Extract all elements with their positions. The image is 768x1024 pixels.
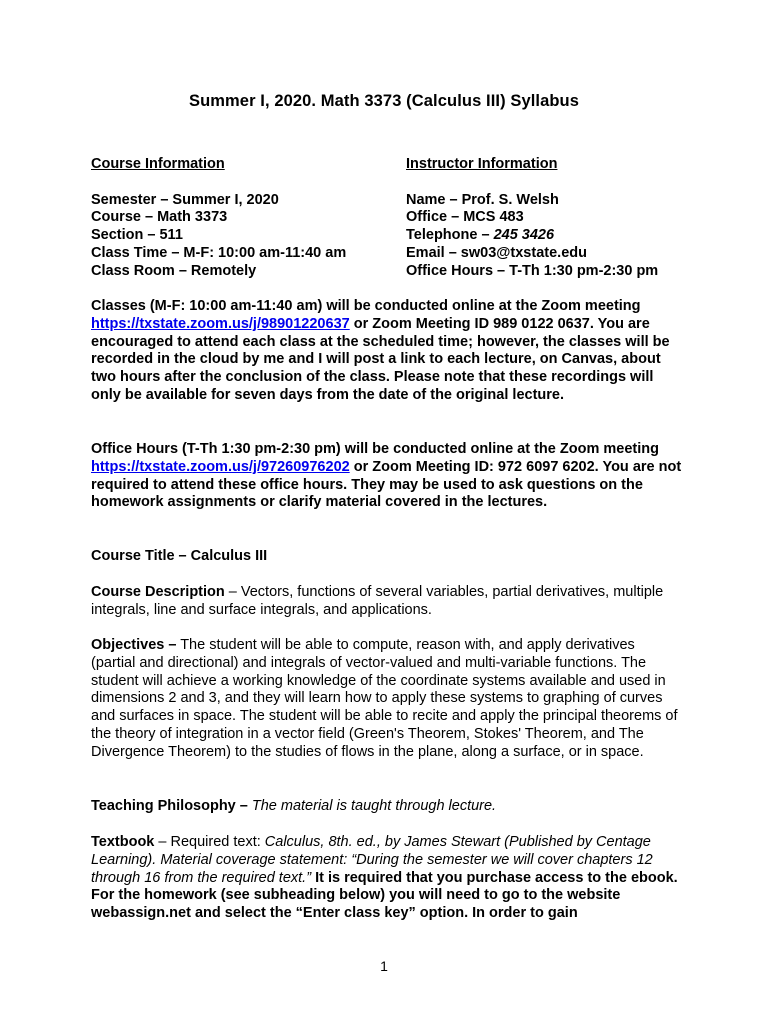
office-hours-line: Office Hours – T-Th 1:30 pm-2:30 pm xyxy=(406,262,659,279)
telephone-value: 245 3426 xyxy=(493,227,555,244)
objectives-text: The student will be able to compute, reason with, and apply derivatives (partial and directional) and integrals of vector-valued and multi-variable functions. The student will achieve a working knowledge of the coordinate systems available and used in dimensions 2 and 3, and they will learn how to apply these systems to graphing of curves and surfaces in space. The student will be able to recite and apply the principal theorems of the theory of integration in a vector field (Green's Theorem, Stokes' Theorem, and The Divergence Theorem) to the studies of flows in the plane, along a surface, or in space. xyxy=(91,637,678,760)
course-information-heading: Course Information xyxy=(91,156,225,172)
textbook-paragraph xyxy=(91,834,683,923)
office-hours-zoom-link[interactable]: https://txstate.zoom.us/j/97260976202 xyxy=(91,458,350,475)
office-hours-paragraph xyxy=(91,441,683,512)
office-line: Office – MCS 483 xyxy=(406,209,524,226)
course-title-label: Course Title xyxy=(91,548,175,564)
instructor-name-line: Name – Prof. S. Welsh xyxy=(406,191,559,208)
course-title-paragraph xyxy=(91,548,683,566)
textbook-bold: It is required that you purchase access to the ebook. For the homework (see subheading below) you will need to go to the website webassign.net and select the “Enter class key” option. In order to gain xyxy=(91,869,678,922)
textbook-italic: Calculus, 8th. ed., by James Stewart (Published by Centage Learning). Material coverage statement: “During the semester we will cover chapters 12 through 16 from the required text.” xyxy=(91,834,653,886)
course-description-paragraph xyxy=(91,584,683,620)
section-line: Section – 511 xyxy=(91,227,183,244)
semester-line: Semester – Summer I, 2020 xyxy=(91,191,279,208)
course-title-value: – Calculus III xyxy=(174,548,268,564)
office-hours-lead: Office Hours (T-Th 1:30 pm-2:30 pm) will be conducted online at the Zoom meeting xyxy=(91,441,659,457)
telephone-label: Telephone – xyxy=(406,227,494,244)
textbook-label: Textbook xyxy=(91,834,155,850)
instructor-information-block xyxy=(406,156,658,281)
page-title: Summer I, 2020. Math 3373 (Calculus III) Syllabus xyxy=(188,92,580,110)
email-line: Email – sw03@txstate.edu xyxy=(406,244,587,261)
instructor-information-heading: Instructor Information xyxy=(406,156,558,172)
classes-rest: or Zoom Meeting ID 989 0122 0637. You are encouraged to attend each class at the scheduled time; however, the classes will be recorded in the cloud by me and I will post a link to each lecture, on Canvas, about two hours after the conclusion of the class. Please note that these recordings will only be available for seven days from the date of the original lecture. xyxy=(91,315,670,403)
objectives-paragraph xyxy=(91,637,683,762)
telephone-line xyxy=(406,227,658,245)
teaching-philosophy-label: Teaching Philosophy – xyxy=(91,798,248,814)
teaching-philosophy-text: The material is taught through lecture. xyxy=(247,798,497,814)
page-number: 1 xyxy=(380,958,388,974)
classes-paragraph xyxy=(91,298,683,405)
teaching-philosophy-paragraph xyxy=(91,798,683,816)
classes-lead: Classes (M-F: 10:00 am-11:40 am) will be conducted online at the Zoom meeting xyxy=(91,298,641,314)
textbook-plain: – Required text: xyxy=(154,834,265,850)
class-zoom-link[interactable]: https://txstate.zoom.us/j/98901220637 xyxy=(91,315,350,332)
class-room-line: Class Room – Remotely xyxy=(91,262,257,279)
course-information-block xyxy=(91,156,346,281)
course-description-label: Course Description xyxy=(91,584,225,600)
objectives-label: Objectives – xyxy=(91,637,177,653)
course-description-text: – Vectors, functions of several variables, partial derivatives, multiple integrals, line and surface integrals, and applications. xyxy=(91,584,664,618)
class-time-line: Class Time – M-F: 10:00 am-11:40 am xyxy=(91,244,347,261)
course-line: Course – Math 3373 xyxy=(91,209,228,226)
office-hours-rest: or Zoom Meeting ID: 972 6097 6202. You are not required to attend these office hours. They may be used to ask questions on the homework assignments or clarify material covered in the lectures. xyxy=(91,458,682,511)
